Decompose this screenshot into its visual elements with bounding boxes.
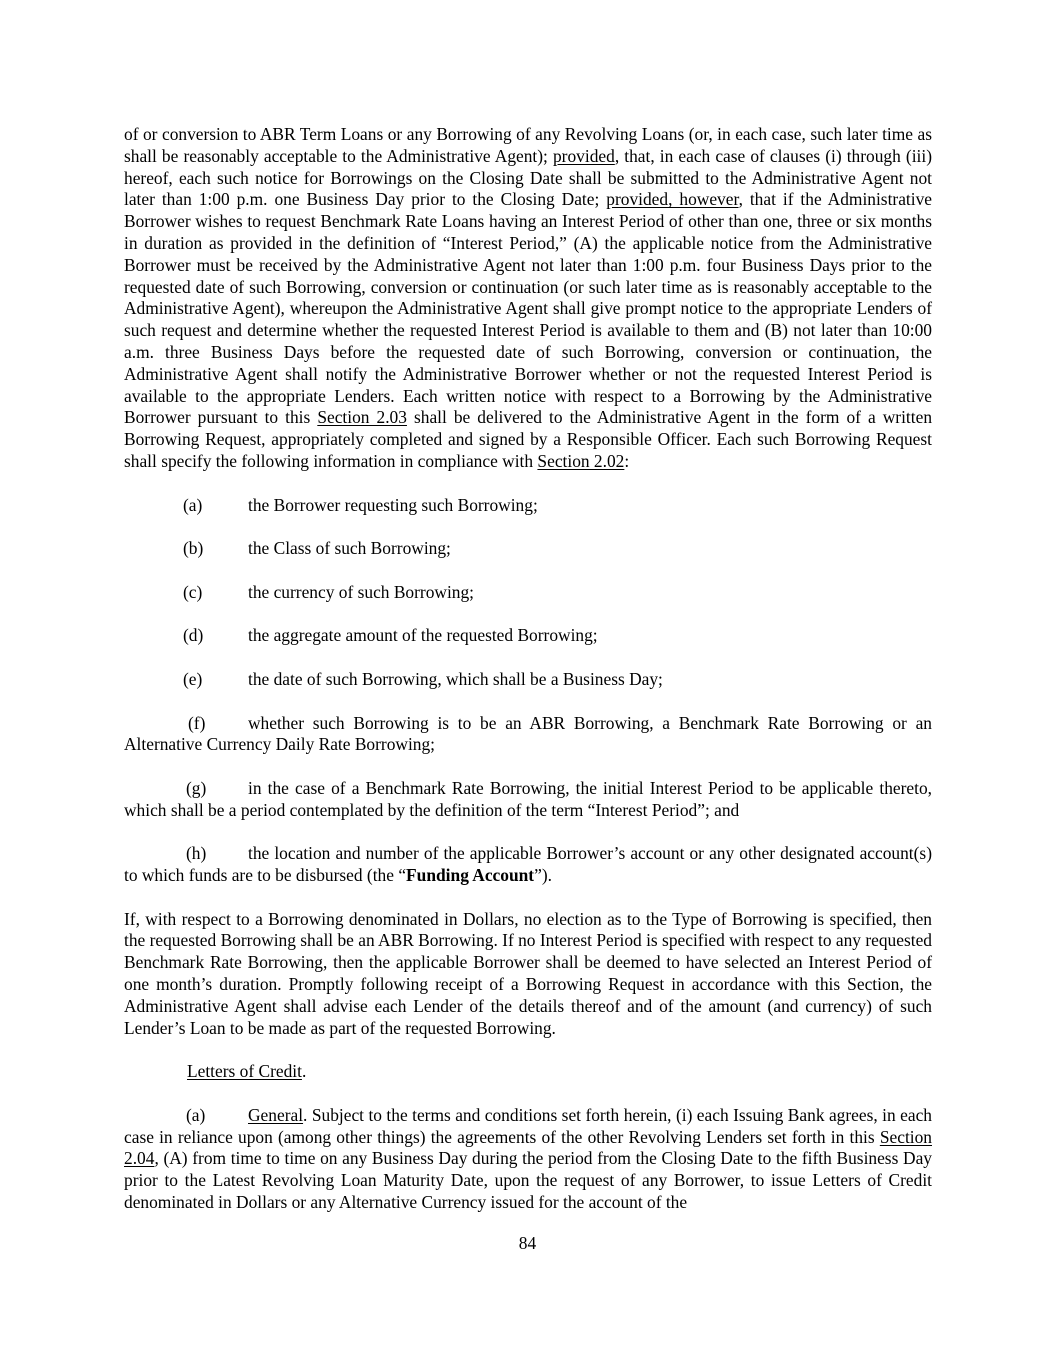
page-number: 84 bbox=[518, 1233, 537, 1253]
general-paragraph: (a) General. Subject to the terms and conditions set forth herein, (i) each Issuing Bank agrees, in each case in reliance upon (among other things) the agreements of the other Revolving Lenders set forth in this Section 2.04, (A) from time to time on any Business Day during the period from the Closing Date to the fifth Business Day prior to the Latest Revolving Loan Maturity Date, upon the request of any Borrower, to issue Letters of Credit denominated in Dollars or any Alternative Currency issued for the account of the bbox=[124, 1104, 932, 1213]
list-item-f: (f) whether such Borrowing is to be an ABR Borrowing, a Benchmark Rate Borrowing or an Alternative Currency Daily Rate Borrowing; bbox=[124, 712, 932, 755]
list-item: (a) the Borrower requesting such Borrowing; bbox=[183, 494, 538, 515]
funding-account-term: Funding Account bbox=[406, 865, 535, 886]
section-2-04-ref: Section 2.04 bbox=[124, 1126, 932, 1169]
list-item: (d) the aggregate amount of the requested Borrowing; bbox=[183, 625, 598, 646]
opening-paragraph: of or conversion to ABR Term Loans or any Borrowing of any Revolving Loans (or, in each case, such later time as shall be reasonably acceptable to the Administrative Agent); provided, that, in each case of clauses (i) through (iii) hereof, each such notice for Borrowings on the Closing Date shall be submitted to the Administrative Agent not later than 1:00 p.m. one Business Day prior to the Closing Date; provided, however, that if the Administrative Borrower wishes to request Benchmark Rate Loans having an Interest Period of other than one, three or six months in duration as provided in the definition of “Interest Period,” (A) the applicable notice from the Administrative Borrower must be received by the Administrative Agent not later than 1:00 p.m. four Business Days prior to the requested date of such Borrowing, conversion or continuation (or such later time as is reasonably acceptable to the Administrative Agent), whereupon the Administrative Agent shall give prompt notice to the appropriate Lenders of such request and determine whether the requested Interest Period is available to them and (B) not later than 10:00 a.m. three Business Days before the requested date of such Borrowing, conversion or continuation, the Administrative Agent shall notify the Administrative Borrower whether or not the requested Interest Period is available to the appropriate Lenders. Each written notice with respect to a Borrowing by the Administrative Borrower pursuant to this Section 2.03 shall be delivered to the Administrative Agent in the form of a written Borrowing Request, appropriately completed and signed by a Responsible Officer. Each such Borrowing Request shall specify the following information in compliance with Section 2.02: bbox=[124, 124, 933, 471]
section-heading: Letters of Credit. bbox=[187, 1061, 307, 1082]
provided-however-term: provided, however bbox=[606, 189, 739, 210]
closing-paragraph: If, with respect to a Borrowing denominated in Dollars, no election as to the Type of Borrowing is specified, then the requested Borrowing shall be an ABR Borrowing. If no Interest Period is specified with respect to any requested Benchmark Rate Borrowing, then the applicable Borrower shall be deemed to have selected an Interest Period of one month’s duration. Promptly following receipt of a Borrowing Request in accordance with this Section, the Administrative Agent shall advise each Lender of the details thereof and of the amount (and currency) of such Lender’s Loan to be made as part of the requested Borrowing. bbox=[124, 908, 932, 1038]
general-heading: General bbox=[248, 1104, 304, 1125]
section-2-02-ref: Section 2.02 bbox=[537, 450, 625, 471]
list-item-h: (h) the location and number of the applicable Borrower’s account or any other designated account(s) to which funds are to be disbursed (the “Funding Account”). bbox=[124, 843, 932, 886]
list-item-g: (g) in the case of a Benchmark Rate Borrowing, the initial Interest Period to be applicable thereto, which shall be a period contemplated by the definition of the term “Interest Period”; and bbox=[124, 777, 932, 820]
list-item: (e) the date of such Borrowing, which shall be a Business Day; bbox=[183, 668, 663, 689]
document-page bbox=[124, 124, 932, 1214]
list-item: (b) the Class of such Borrowing; bbox=[183, 538, 451, 559]
section-2-03-ref: Section 2.03 bbox=[317, 407, 407, 428]
list-item: (c) the currency of such Borrowing; bbox=[183, 581, 475, 602]
provided-term: provided bbox=[552, 145, 615, 166]
